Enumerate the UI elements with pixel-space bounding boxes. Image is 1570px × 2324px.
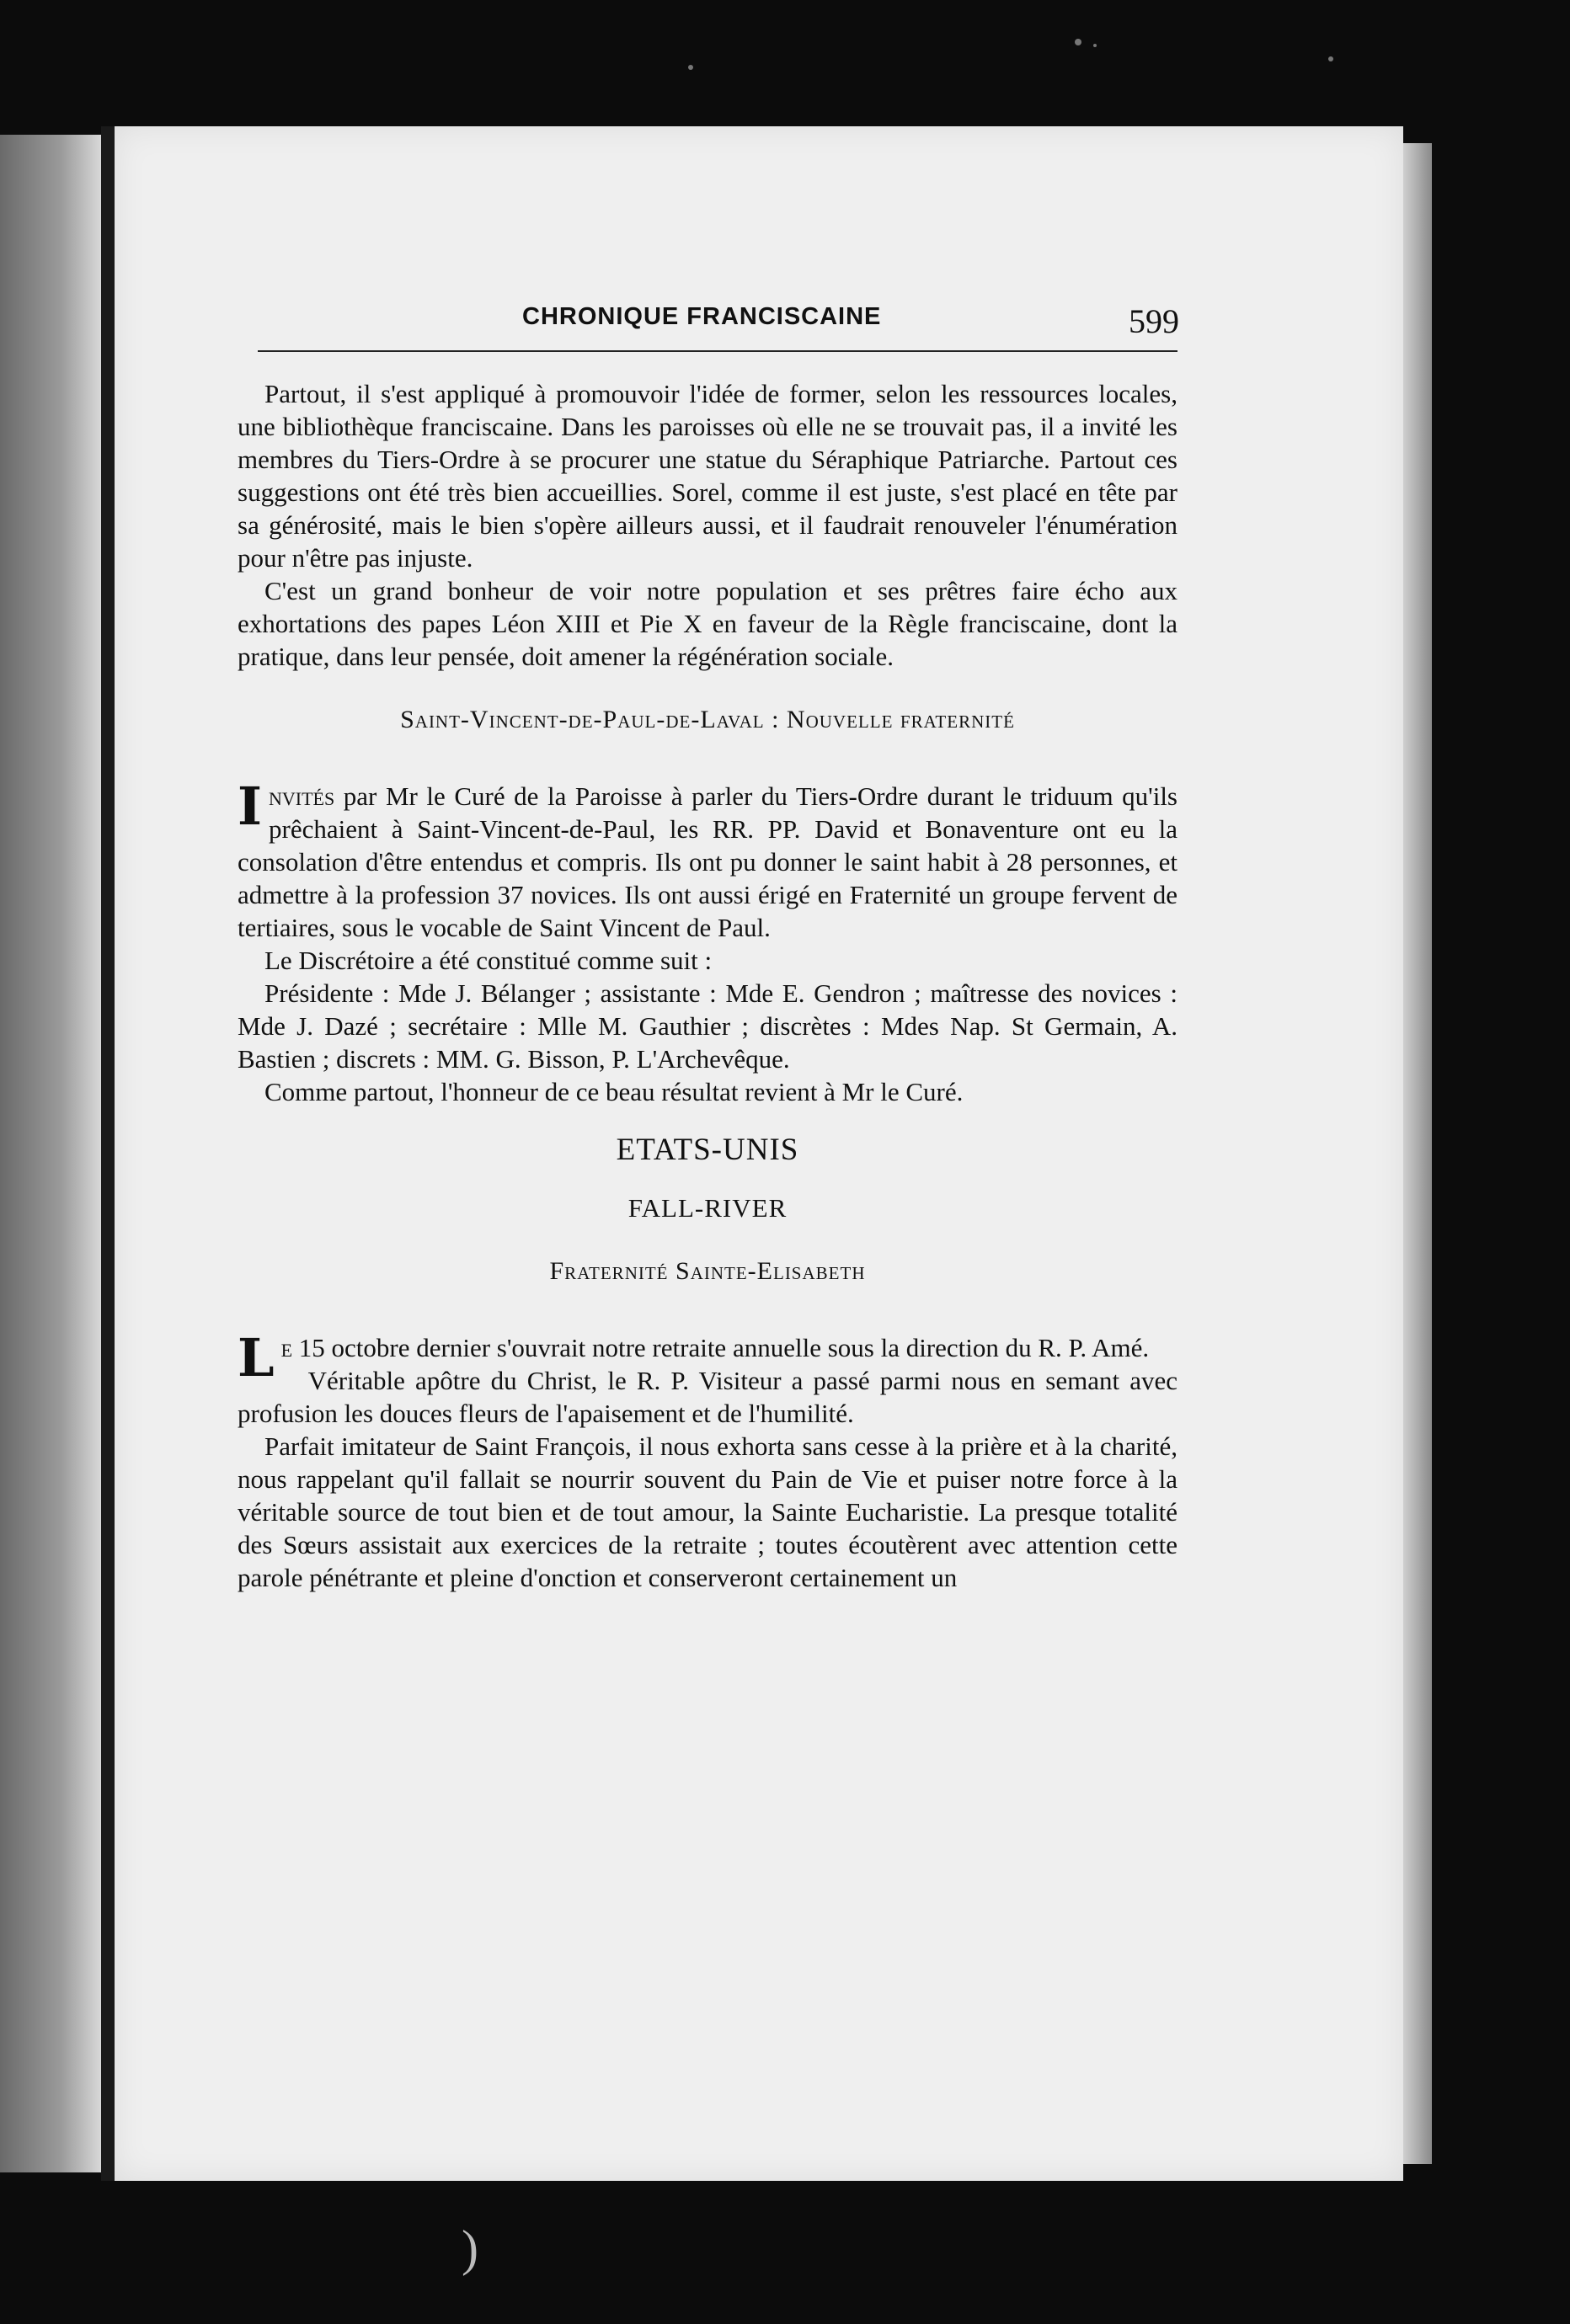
page-number: 599 — [1129, 302, 1179, 340]
drop-cap: L — [238, 1327, 275, 1389]
paragraph-text: par Mr le Curé de la Paroisse à parler du Tiers-Ordre durant le triduum qu'ils prêchaient à Saint-Vincent-de-Paul, les RR. PP. David et Bonaventure ont eu la consolation d'être entendus et compris. Ils ont pu donner le saint habit à 28 personnes, et admettre à la profession 37 novices. Ils ont aussi érigé en Fraternité un groupe fervent de tertiaires, sous le vocable de Saint Vincent de Paul. — [238, 781, 1178, 942]
drop-cap: I — [238, 776, 263, 837]
paragraph-text: 15 octobre dernier s'ouvrait notre retraite annuelle sous la direction du R. P. Amé. — [292, 1333, 1150, 1362]
running-head: CHRONIQUE FRANCISCAINE — [522, 303, 882, 330]
paragraph-dropcap — [238, 1327, 1178, 1389]
country-heading: ETATS-UNIS — [616, 1133, 799, 1167]
paragraph: Présidente : Mde J. Bélanger ; assistante : Mde E. Gendron ; maîtresse des novices : Mde J. Dazé ; secrétaire : Mlle M. Gauthier ; discrètes : Mdes Nap. St Germain, A. Bastien ; discrets : MM. G. Bisson, P. L'Archevêque. — [238, 978, 1178, 1074]
header-rule — [258, 350, 1178, 352]
paragraph: Parfait imitateur de Saint François, il nous exhorta sans cesse à la prière et à la charité, nous rappelant qu'il fallait se nourrir souvent du Pain de Vie et puiser notre force à la véritable source de tout bien et de tout amour, la Sainte Eucharistie. La presque totalité des Sœurs assistait aux exercices de la retraite ; toutes écoutèrent avec attention cette parole pénétrante et pleine d'onction et conserveront certainement un — [238, 1431, 1178, 1592]
paragraph-dropcap — [238, 776, 1178, 944]
book-gutter — [101, 126, 115, 2181]
lead-in: e — [280, 1333, 293, 1362]
page-body — [238, 377, 1178, 1594]
paragraph: Comme partout, l'honneur de ce beau résultat revient à Mr le Curé. — [264, 1077, 964, 1106]
lead-in: nvités — [269, 781, 335, 811]
paragraph: Véritable apôtre du Christ, le R. P. Visiteur a passé parmi nous en semant avec profusion les douces fleurs de l'apaisement et de l'humilité. — [238, 1366, 1178, 1428]
paragraph: Le Discrétoire a été constitué comme suit : — [264, 946, 713, 975]
city-heading: FALL-RIVER — [627, 1193, 788, 1223]
page-stack-edge — [1403, 143, 1432, 2164]
section-heading: Saint-Vincent-de-Paul-de-Laval : Nouvelle fraternité — [400, 706, 1015, 733]
scan-specks — [640, 34, 1398, 84]
section-heading: Fraternité Sainte-Elisabeth — [549, 1257, 866, 1285]
paragraph: Partout, il s'est appliqué à promouvoir l'idée de former, selon les ressources locales, une bibliothèque franciscaine. Dans les paroisses où elle ne se trouvait pas, il a invité les membres du Tiers-Ordre à se procurer une statue du Séraphique Patriarche. Partout ces suggestions ont été très bien accueillies. Sorel, comme il est juste, s'est placé en tête par sa générosité, mais le bien s'opère ailleurs aussi, et il faudrait renouveler l'énumération pour n'être pas injuste. — [238, 379, 1178, 573]
scan-mark: ) — [462, 2220, 478, 2276]
paragraph: C'est un grand bonheur de voir notre population et ses prêtres faire écho aux exhortations des papes Léon XIII et Pie X en faveur de la Règle franciscaine, dont la pratique, dans leur pensée, doit amener la régénération sociale. — [238, 576, 1178, 671]
facing-page-edge — [0, 135, 101, 2172]
